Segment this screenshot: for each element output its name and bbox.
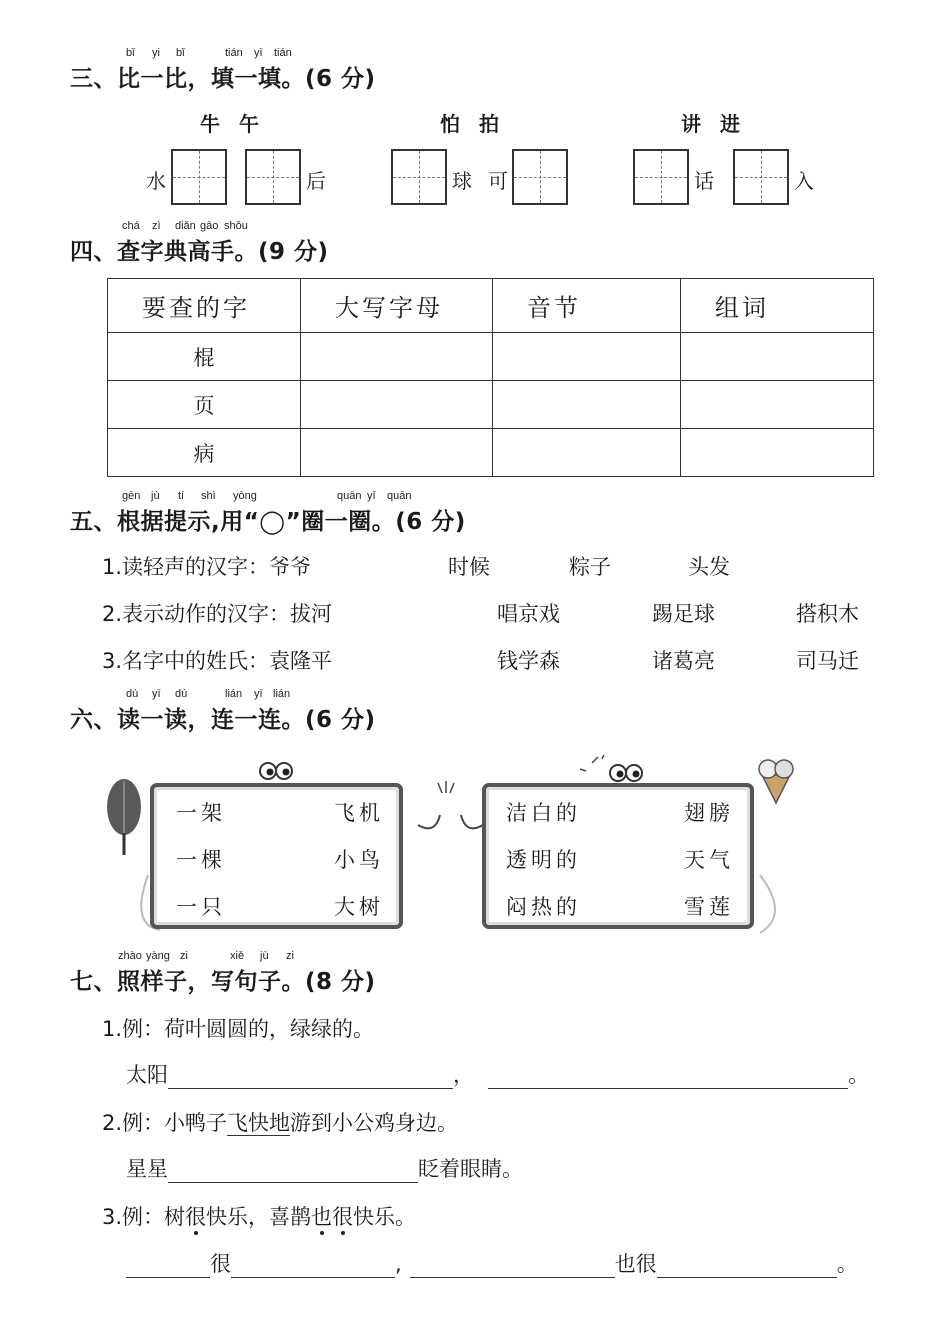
given-char: 入 [794,169,814,193]
table-header: 音节 [493,279,681,333]
table-header: 组词 [681,279,874,333]
table-row [108,333,874,381]
pinyin: bǐ [126,47,135,59]
given-char: 球 [452,169,472,193]
period: 。 [848,1063,869,1087]
table-cell-empty[interactable] [493,381,681,429]
pinyin: chá [122,220,140,232]
question-label: 1.读轻声的汉字：爷爷 [102,555,312,579]
tian-grid-box[interactable] [633,149,689,205]
table-row [108,381,874,429]
pinyin: tián [225,47,243,59]
table-cell-char: 病 [108,429,301,477]
pinyin: gēn [122,490,141,502]
tian-grid-box[interactable] [512,149,568,205]
option[interactable]: 唱京戏 [497,602,560,626]
section-6-title: 六、读一读，连一连。(6 分) [70,707,376,733]
pinyin: quān [387,490,412,502]
option[interactable]: 诸葛亮 [652,649,715,673]
pinyin: dú [175,688,188,700]
board-word[interactable]: 一棵 [176,848,226,872]
answer-line [126,1248,858,1278]
question-label: 2.表示动作的汉字：拔河 [102,602,333,626]
char-pair: 怕 拍 [440,112,505,136]
table-cell-empty[interactable] [681,429,874,477]
pinyin: zì [152,220,161,232]
table-header: 要查的字 [108,279,301,333]
given-char: 水 [146,169,166,193]
pinyin: diǎn [175,220,196,232]
pinyin: yòng [233,490,257,502]
example-sentence [102,1107,458,1137]
comma: , [395,1252,402,1276]
pinyin: lián [273,688,291,700]
given-char: 话 [694,169,714,193]
answer-line [126,1153,523,1183]
text: 3.例：树 [102,1205,186,1229]
tian-grid-box[interactable] [171,149,227,205]
pinyin: yi [152,47,160,59]
pinyin: shǒu [224,220,248,232]
board-word[interactable]: 一架 [176,801,226,825]
pinyin: lián [225,688,243,700]
pinyin: yī [367,490,376,502]
section-7-title: 七、照样子，写句子。(8 分) [70,969,376,995]
pinyin: zhào [118,950,142,962]
table-cell-empty[interactable] [681,381,874,429]
section-3-title: 三、比一比，填一填。(6 分) [70,66,376,92]
option[interactable]: 粽子 [569,555,611,579]
pinyin: tián [274,47,292,59]
table-row [108,429,874,477]
pinyin: yī [254,47,263,59]
dictionary-table [107,278,874,477]
text: 快乐，喜鹊 [206,1205,312,1229]
pinyin: xiě [230,950,245,962]
tian-grid-box[interactable] [245,149,301,205]
option[interactable]: 钱学森 [497,649,560,673]
table-cell-char: 页 [108,381,301,429]
tian-grid-box[interactable] [391,149,447,205]
board-word[interactable]: 天气 [684,848,734,872]
char-pair: 牛 午 [200,112,265,136]
section-5-title: 五、根据提示,用“◯”圈一圈。(6 分) [70,509,466,535]
given-char: 可 [488,169,508,193]
suffix: 眨着眼睛。 [418,1157,523,1181]
table-cell-empty[interactable] [681,333,874,381]
table-cell-char: 棍 [108,333,301,381]
char-pair: 讲 进 [681,112,746,136]
answer-blank[interactable] [231,1253,395,1278]
table-cell-empty[interactable] [301,333,493,381]
section-4-title: 四、查字典高手。(9 分) [70,239,329,265]
pinyin: zi [180,950,188,962]
text: 很 [210,1252,231,1276]
board-word[interactable]: 小鸟 [334,848,384,872]
option[interactable]: 司马迁 [796,649,859,673]
question-label: 3.名字中的姓氏：袁隆平 [102,649,333,673]
text: 游到小公鸡身边。 [290,1111,459,1135]
board-word[interactable]: 雪莲 [684,895,734,919]
underlined-word: 飞快地 [227,1111,291,1135]
table-cell-empty[interactable] [493,429,681,477]
pinyin: zi [286,950,294,962]
board-word[interactable]: 大树 [334,895,384,919]
answer-blank[interactable] [168,1064,453,1089]
text: 快乐。 [353,1205,417,1229]
pinyin: quān [337,490,362,502]
tian-grid-box[interactable] [733,149,789,205]
option[interactable]: 头发 [688,555,730,579]
dotted-word: 很 [185,1205,207,1229]
table-header: 大写字母 [301,279,493,333]
text: 也很 [614,1252,657,1276]
board-word[interactable]: 翅膀 [684,801,734,825]
prefix: 太阳 [126,1063,168,1087]
option[interactable]: 时候 [448,555,490,579]
pinyin: gāo [200,220,219,232]
board-word[interactable]: 一只 [176,895,226,919]
pinyin: bǐ [176,47,185,59]
board-word[interactable]: 透明的 [506,848,581,872]
pinyin: jù [151,490,160,502]
board-word[interactable]: 飞机 [334,801,384,825]
pinyin: dú [126,688,139,700]
given-char: 后 [306,169,326,193]
pinyin: shì [201,490,216,502]
word-board-left [150,783,403,929]
example-sentence [102,1201,416,1231]
table-cell-empty[interactable] [493,333,681,381]
board-word[interactable]: 洁白的 [506,801,581,825]
answer-line [126,1059,869,1089]
answer-blank[interactable] [126,1253,210,1278]
prefix: 星星 [126,1157,168,1181]
answer-blank[interactable] [410,1253,615,1278]
word-board-right [482,783,754,929]
answer-blank[interactable] [657,1253,837,1278]
pinyin: jù [260,950,269,962]
text: 2.例：小鸭子 [102,1111,228,1135]
pinyin: yī [254,688,263,700]
option[interactable]: 搭积木 [796,602,859,626]
comma: ， [453,1063,474,1087]
table-header-row [108,279,874,333]
period: 。 [836,1252,858,1276]
pinyin: tí [178,490,185,502]
answer-blank[interactable] [488,1064,848,1089]
answer-blank[interactable] [168,1158,418,1183]
option[interactable]: 踢足球 [652,602,715,626]
table-cell-empty[interactable] [301,429,493,477]
dotted-word: 很 [332,1205,354,1229]
dotted-word: 也 [311,1205,333,1229]
example-sentence: 1.例：荷叶圆圆的，绿绿的。 [102,1017,375,1041]
clap-icon [438,781,454,793]
board-word[interactable]: 闷热的 [506,895,581,919]
ice-cream-icon [762,775,790,803]
pinyin: yàng [146,950,170,962]
table-cell-empty[interactable] [301,381,493,429]
pinyin: yī [152,688,161,700]
